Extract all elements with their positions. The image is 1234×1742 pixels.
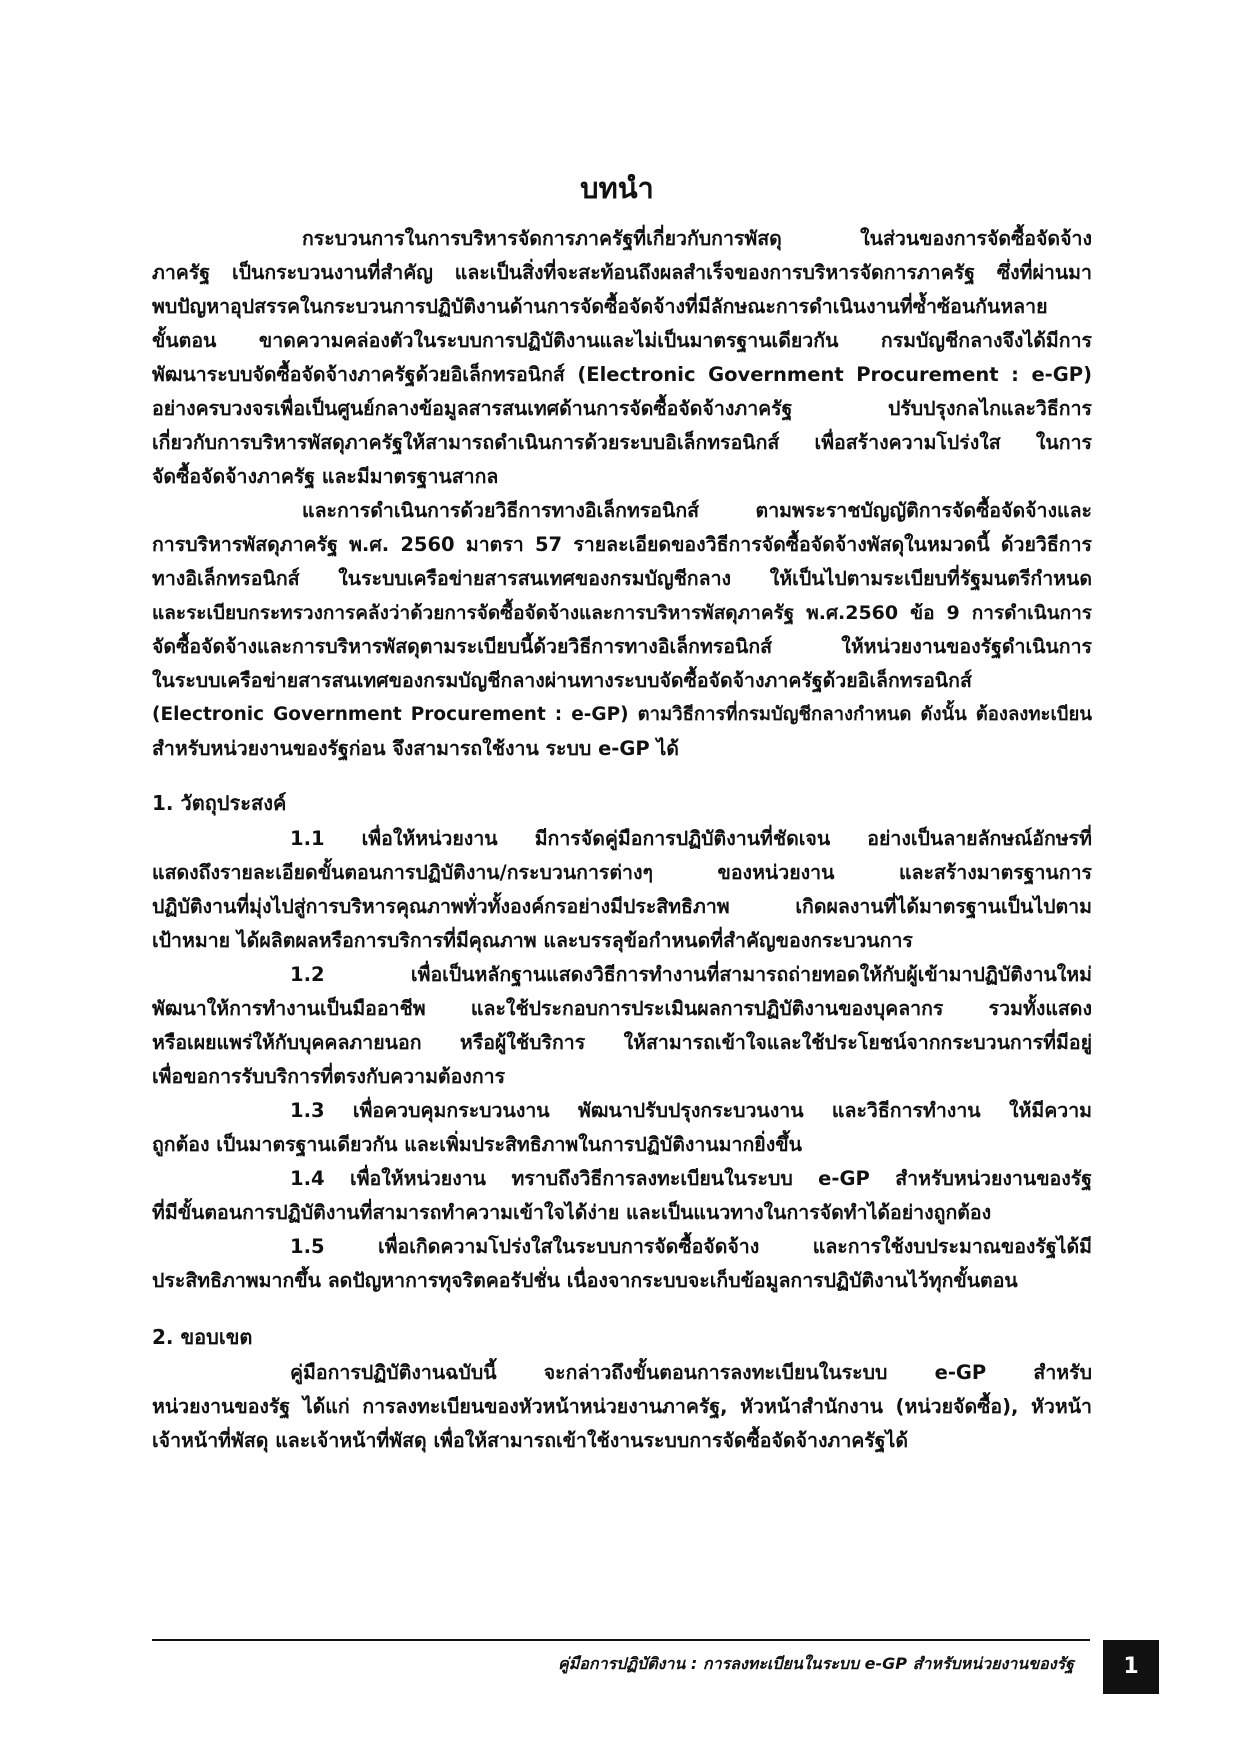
intro-p2-line: และการดำเนินการด้วยวิธีการทางอิเล็กทรอนิกส์ ตามพระราชบัญญัติการจัดซื้อจัดจ้างและ <box>302 499 1092 522</box>
intro-p1-line: จัดซื้อจัดจ้างภาครัฐ และมีมาตรฐานสากล <box>152 465 499 488</box>
objective-1-1-line: เป้าหมาย ได้ผลิตผลหรือการบริการที่มีคุณภาพ และบรรลุข้อกำหนดที่สำคัญของกระบวนการ <box>152 929 913 952</box>
objective-1-2-line: พัฒนาให้การทำงานเป็นมืออาชีพ และใช้ประกอบการประเมินผลการปฏิบัติงานของบุคลากร รวมทั้งแสดง <box>152 997 1092 1020</box>
objective-1-5-line: ประสิทธิภาพมากขึ้น ลดปัญหาการทุจริตคอรัปชั่น เนื่องจากระบบจะเก็บข้อมูลการปฏิบัติงานไว้ทุกขั้นตอน <box>152 1269 1018 1292</box>
objective-1-5-line: 1.5 เพื่อเกิดความโปร่งใสในระบบการจัดซื้อจัดจ้าง และการใช้งบประมาณของรัฐได้มี <box>290 1235 1092 1258</box>
objective-1-2-line: เพื่อขอการรับบริการที่ตรงกับความต้องการ <box>152 1065 506 1088</box>
objective-1-3-line: 1.3 เพื่อควบคุมกระบวนงาน พัฒนาปรับปรุงกระบวนงาน และวิธีการทำงาน ให้มีความ <box>290 1099 1092 1122</box>
section-1-heading: 1. วัตถุประสงค์ <box>152 791 287 815</box>
intro-p1-line: อย่างครบวงจรเพื่อเป็นศูนย์กลางข้อมูลสารสนเทศด้านการจัดซื้อจัดจ้างภาครัฐ ปรับปรุงกลไกและวิธีการ <box>152 397 1092 420</box>
intro-p1-line: กระบวนการในการบริหารจัดการภาครัฐที่เกี่ยวกับการพัสดุ ในส่วนของการจัดซื้อจัดจ้าง <box>302 227 1092 250</box>
objective-1-2-line: หรือเผยแพร่ให้กับบุคคลภายนอก หรือผู้ใช้บริการ ให้สามารถเข้าใจและใช้ประโยชน์จากกระบวนการที่มีอยู่ <box>152 1031 1092 1054</box>
section-2-heading: 2. ขอบเขต <box>152 1325 253 1349</box>
scope-line: หน่วยงานของรัฐ ได้แก่ การลงทะเบียนของหัวหน้าหน่วยงานภาครัฐ, หัวหน้าสำนักงาน (หน่วยจัดซื้อ), หัวหน้า <box>152 1395 1092 1418</box>
intro-p2-line: ในระบบเครือข่ายสารสนเทศของกรมบัญชีกลางผ่านทางระบบจัดซื้อจัดจ้างภาครัฐด้วยอิเล็กทรอนิกส์ <box>152 669 972 692</box>
intro-p1-line: ขั้นตอน ขาดความคล่องตัวในระบบการปฏิบัติงานและไม่เป็นมาตรฐานเดียวกัน กรมบัญชีกลางจึงได้มีการ <box>152 329 1092 352</box>
objective-1-2-line: 1.2 เพื่อเป็นหลักฐานแสดงวิธีการทำงานที่สามารถถ่ายทอดให้กับผู้เข้ามาปฏิบัติงานใหม่ <box>290 963 1092 986</box>
footer-text: คู่มือการปฏิบัติงาน : การลงทะเบียนในระบบ e-GP สำหรับหน่วยงานของรัฐ <box>558 1654 1074 1673</box>
intro-p2-line: และระเบียบกระทรวงการคลังว่าด้วยการจัดซื้อจัดจ้างและการบริหารพัสดุภาครัฐ พ.ศ.2560 ข้อ 9 การดำเนินการ <box>152 602 1092 624</box>
intro-p1-line: เกี่ยวกับการบริหารพัสดุภาครัฐให้สามารถดำเนินการด้วยระบบอิเล็กทรอนิกส์ เพื่อสร้างความโปร่งใส ในการ <box>152 431 1092 454</box>
intro-p2-line: การบริหารพัสดุภาครัฐ พ.ศ. 2560 มาตรา 57 รายละเอียดของวิธีการจัดซื้อจัดจ้างพัสดุในหมวดนี้ ด้วยวิธีการ <box>152 533 1092 556</box>
objective-1-1-line: 1.1 เพื่อให้หน่วยงาน มีการจัดคู่มือการปฏิบัติงานที่ชัดเจน อย่างเป็นลายลักษณ์อักษรที่ <box>290 827 1092 850</box>
page-title: บทนำ <box>580 171 654 205</box>
intro-p1-line: ภาครัฐ เป็นกระบวนงานที่สำคัญ และเป็นสิ่งที่จะสะท้อนถึงผลสำเร็จของการบริหารจัดการภาครัฐ ซึ่งที่ผ่านมา <box>152 261 1092 284</box>
intro-p2-line: จัดซื้อจัดจ้างและการบริหารพัสดุตามระเบียบนี้ด้วยวิธีการทางอิเล็กทรอนิกส์ ให้หน่วยงานของรัฐดำเนินการ <box>152 635 1092 658</box>
objective-1-4-line: 1.4 เพื่อให้หน่วยงาน ทราบถึงวิธีการลงทะเบียนในระบบ e-GP สำหรับหน่วยงานของรัฐ <box>290 1167 1092 1190</box>
intro-p2-line: ทางอิเล็กทรอนิกส์ ในระบบเครือข่ายสารสนเทศของกรมบัญชีกลาง ให้เป็นไปตามระเบียบที่รัฐมนตรีกำหนด <box>152 567 1092 590</box>
intro-p2-line: สำหรับหน่วยงานของรัฐก่อน จึงสามารถใช้งาน ระบบ e-GP ได้ <box>152 737 679 760</box>
footer-rule <box>152 1639 1090 1641</box>
scope-line: เจ้าหน้าที่พัสดุ และเจ้าหน้าที่พัสดุ เพื่อให้สามารถเข้าใช้งานระบบการจัดซื้อจัดจ้างภาครัฐได้ <box>152 1429 909 1452</box>
page-number: 1 <box>1103 1640 1159 1694</box>
intro-p1-line: พบปัญหาอุปสรรคในกระบวนการปฏิบัติงานด้านการจัดซื้อจัดจ้างที่มีลักษณะการดำเนินงานที่ซ้ำซ้อนกันหลาย <box>152 295 1048 318</box>
intro-p1-line: พัฒนาระบบจัดซื้อจัดจ้างภาครัฐด้วยอิเล็กทรอนิกส์ (Electronic Government Procurement : e-GP) <box>152 363 1092 386</box>
objective-1-3-line: ถูกต้อง เป็นมาตรฐานเดียวกัน และเพิ่มประสิทธิภาพในการปฏิบัติงานมากยิ่งขึ้น <box>152 1133 802 1156</box>
intro-p2-line: (Electronic Government Procurement : e-GP) ตามวิธีการที่กรมบัญชีกลางกำหนด ดังนั้น ต้องลงทะเบียน <box>152 704 1092 725</box>
objective-1-1-line: แสดงถึงรายละเอียดขั้นตอนการปฏิบัติงาน/กระบวนการต่างๆ ของหน่วยงาน และสร้างมาตรฐานการ <box>152 861 1092 884</box>
objective-1-4-line: ที่มีขั้นตอนการปฏิบัติงานที่สามารถทำความเข้าใจได้ง่าย และเป็นแนวทางในการจัดทำได้อย่างถูกต้อง <box>152 1201 992 1224</box>
objective-1-1-line: ปฏิบัติงานที่มุ่งไปสู่การบริหารคุณภาพทั่วทั้งองค์กรอย่างมีประสิทธิภาพ เกิดผลงานที่ได้มาตรฐานเป็นไปตาม <box>152 895 1092 918</box>
scope-line: คู่มือการปฏิบัติงานฉบับนี้ จะกล่าวถึงขั้นตอนการลงทะเบียนในระบบ e-GP สำหรับ <box>290 1361 1092 1384</box>
